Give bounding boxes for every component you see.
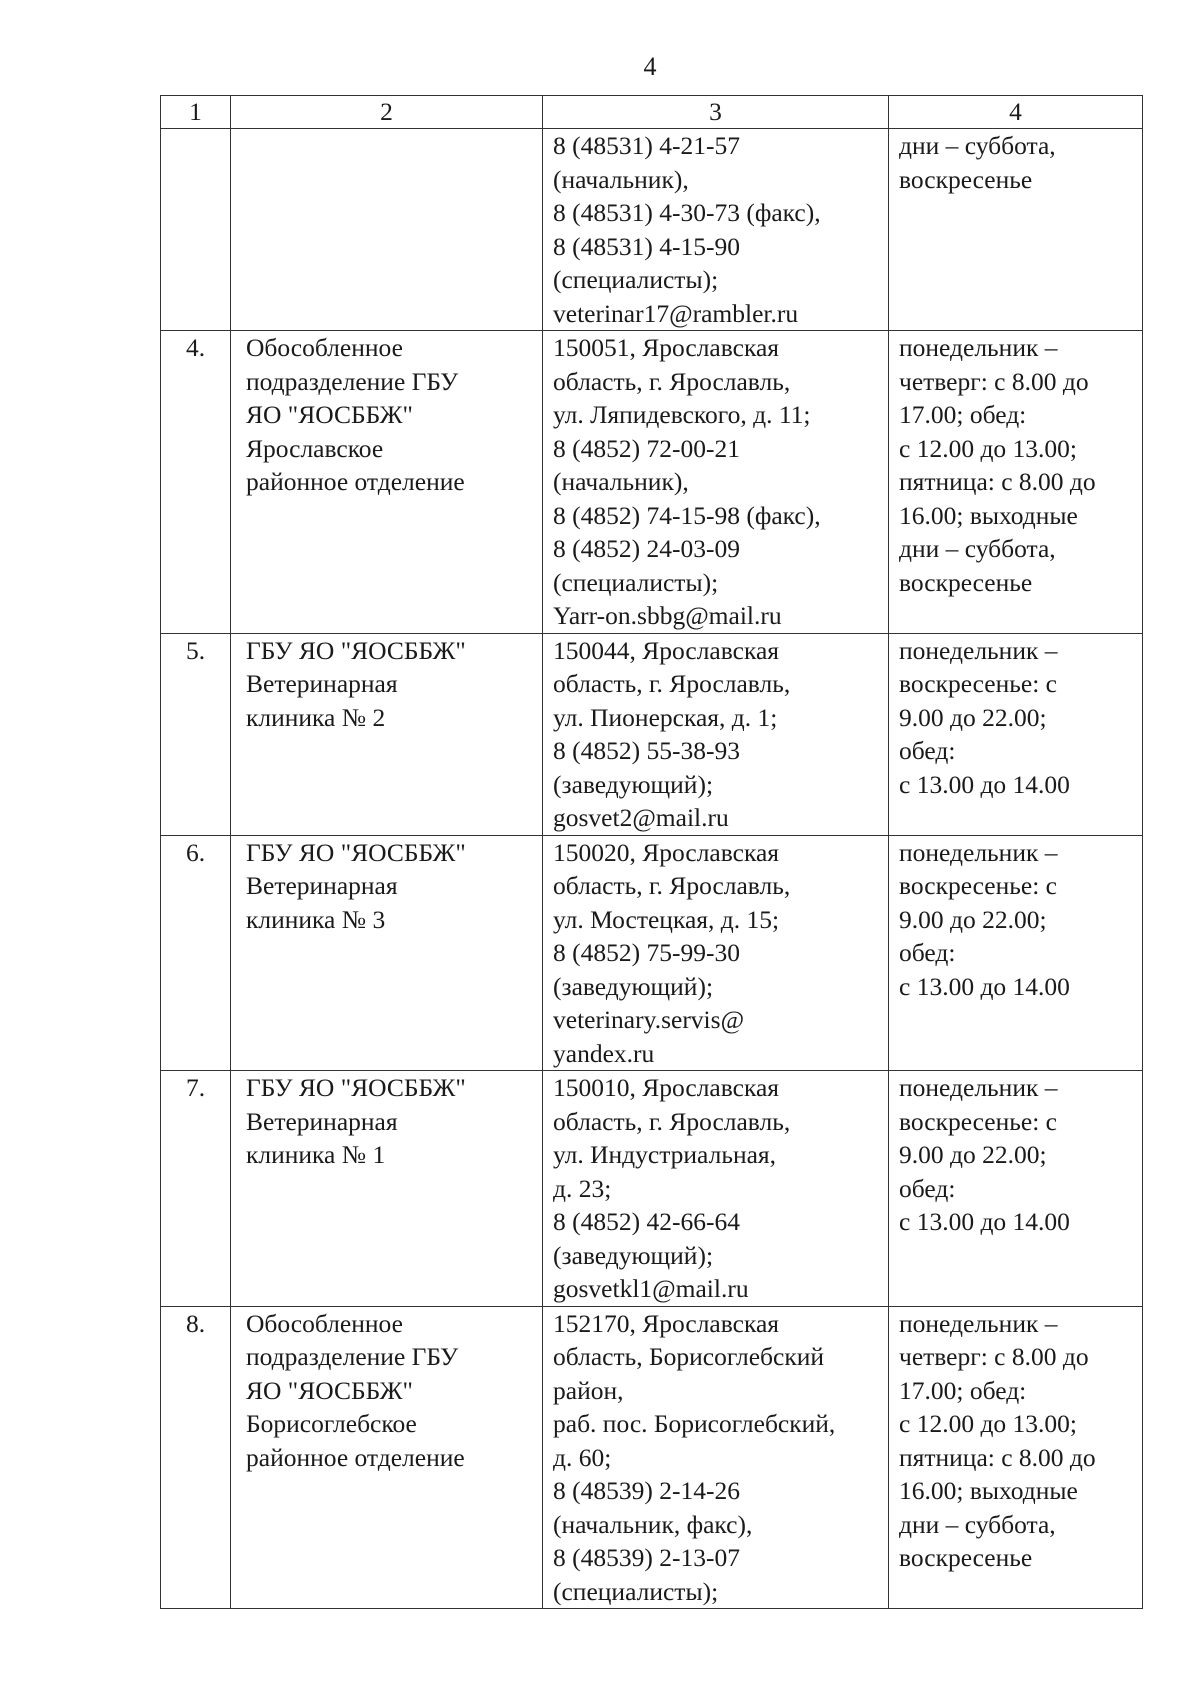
organization-cell-line: Борисоглебское [246,1409,417,1438]
address-contacts-cell-line: (начальник), [553,467,689,496]
address-contacts-cell-line: 150010, Ярославская [553,1073,780,1102]
address-contacts-cell-line: (заведующий); [553,1240,714,1270]
address-contacts-cell-line: (начальник, факс), [553,1509,753,1539]
working-hours-cell-line: понедельник – [899,635,1058,665]
organization-cell-line: ГБУ ЯО "ЯОСББЖ" [246,837,466,867]
address-contacts-cell-line: (специалисты); [553,1576,719,1606]
organization-cell-line: ЯО "ЯОСББЖ" [246,400,413,429]
address-contacts-cell-line: 8 (48531) 4-30-73 (факс), [553,198,821,227]
working-hours-cell-line: воскресенье [899,164,1033,194]
address-contacts-cell-line: ул. Индустриальная, [553,1140,777,1169]
working-hours-cell-line: обед: [899,1173,956,1203]
address-contacts-cell-line: 8 (4852) 24-03-09 [553,534,740,563]
working-hours-cell [889,633,1143,835]
working-hours-cell-line: с 12.00 до 13.00; [899,433,1078,463]
row-number-cell: 5. [161,633,231,835]
address-contacts-cell-line: раб. пос. Борисоглебский, [553,1409,836,1438]
address-contacts-cell-line: veterinary.servis@ [553,1005,745,1034]
working-hours-cell-line: пятница: с 8.00 до [899,467,1096,496]
row-number-cell: 4. [161,331,231,634]
organization-cell [231,1071,543,1307]
working-hours-cell-line: воскресенье [899,1543,1033,1572]
organization-cell [231,835,543,1071]
address-contacts-cell-line: д. 23; [553,1173,612,1203]
organization-cell [231,129,543,331]
organization-cell-line: Обособленное [246,1308,403,1338]
working-hours-cell-line: 9.00 до 22.00; [899,1140,1047,1169]
working-hours-cell-line: с 13.00 до 14.00 [899,971,1070,1001]
address-contacts-cell-line: 150044, Ярославская [553,635,780,665]
address-contacts-cell-line: gosvet2@mail.ru [553,803,729,832]
address-contacts-cell [543,835,889,1071]
working-hours-cell [889,129,1143,331]
address-contacts-cell-line: 8 (48531) 4-15-90 [553,231,740,261]
address-contacts-cell-line: 8 (48539) 2-14-26 [553,1476,740,1505]
working-hours-cell-line: дни – суббота, [899,534,1056,563]
address-contacts-cell-line: район, [553,1375,624,1405]
working-hours-cell-line: четверг: с 8.00 до [899,1342,1089,1371]
working-hours-cell [889,331,1143,634]
organization-cell-line: ГБУ ЯО "ЯОСББЖ" [246,1073,466,1102]
working-hours-cell-line: 16.00; выходные [899,1476,1078,1505]
address-contacts-cell-line: область, г. Ярославль, [553,366,791,396]
working-hours-cell-line: 9.00 до 22.00; [899,904,1047,934]
organization-cell-line: районное отделение [246,1442,465,1472]
address-contacts-cell-line: 8 (48539) 2-13-07 [553,1543,740,1572]
address-contacts-cell-line: (начальник), [553,164,689,194]
organization-cell-line: Ветеринарная [246,669,398,698]
column-header-2: 2 [231,96,543,129]
working-hours-cell-line: воскресенье: с [899,1106,1057,1136]
address-contacts-cell [543,633,889,835]
working-hours-cell [889,1306,1143,1609]
address-contacts-cell-line: yandex.ru [553,1038,655,1068]
address-contacts-cell-line: ул. Мостецкая, д. 15; [553,904,780,934]
row-number-cell: 7. [161,1071,231,1307]
column-header-4: 4 [889,96,1143,129]
working-hours-cell-line: воскресенье: с [899,871,1057,900]
address-contacts-cell-line: 8 (4852) 55-38-93 [553,736,740,765]
address-contacts-cell [543,1306,889,1609]
working-hours-cell-line: понедельник – [899,837,1058,867]
organization-cell [231,331,543,634]
row-number-cell [161,129,231,331]
address-contacts-cell-line: 8 (4852) 72-00-21 [553,433,740,463]
working-hours-cell-line: понедельник – [899,1308,1058,1338]
column-header-1: 1 [161,96,231,129]
institutions-table [160,95,1143,1609]
working-hours-cell-line: 9.00 до 22.00; [899,702,1047,732]
address-contacts-cell-line: 8 (4852) 74-15-98 (факс), [553,500,821,530]
organization-cell-line: ЯО "ЯОСББЖ" [246,1375,413,1405]
address-contacts-cell-line: (заведующий); [553,971,714,1001]
working-hours-cell-line: понедельник – [899,333,1058,362]
address-contacts-cell-line: (специалисты); [553,567,719,597]
working-hours-cell-line: обед: [899,736,956,765]
address-contacts-cell-line: 152170, Ярославская [553,1308,780,1338]
working-hours-cell-line: 17.00; обед: [899,400,1027,429]
table-row [161,835,1143,1071]
address-contacts-cell-line: ул. Ляпидевского, д. 11; [553,400,811,429]
organization-cell [231,633,543,835]
organization-cell-line: Ветеринарная [246,871,398,900]
organization-cell [231,1306,543,1609]
organization-cell-line: подразделение ГБУ [246,1342,459,1371]
organization-cell-line: Ветеринарная [246,1106,398,1136]
address-contacts-cell-line: Yarr-on.sbbg@mail.ru [553,601,782,630]
working-hours-cell-line: 16.00; выходные [899,500,1078,530]
working-hours-cell-line: понедельник – [899,1073,1058,1102]
organization-cell-line: Ярославское [246,433,384,463]
row-number-cell: 6. [161,835,231,1071]
address-contacts-cell-line: д. 60; [553,1442,612,1472]
address-contacts-cell-line: 150020, Ярославская [553,837,780,867]
address-contacts-cell-line: 8 (48531) 4-21-57 [553,131,740,160]
column-header-3: 3 [543,96,889,129]
address-contacts-cell [543,331,889,634]
organization-cell-line: подразделение ГБУ [246,366,459,396]
address-contacts-cell-line: 8 (4852) 42-66-64 [553,1207,740,1236]
working-hours-cell-line: с 12.00 до 13.00; [899,1409,1078,1438]
working-hours-cell-line: четверг: с 8.00 до [899,366,1089,396]
address-contacts-cell-line: veterinar17@rambler.ru [553,298,799,328]
table-body [161,129,1143,1609]
working-hours-cell-line: с 13.00 до 14.00 [899,769,1070,799]
address-contacts-cell [543,129,889,331]
address-contacts-cell-line: область, г. Ярославль, [553,871,791,900]
working-hours-cell-line: дни – суббота, [899,1509,1056,1539]
table-row [161,633,1143,835]
working-hours-cell-line: 17.00; обед: [899,1375,1027,1405]
working-hours-cell-line: с 13.00 до 14.00 [899,1207,1070,1236]
table-row [161,1306,1143,1609]
organization-cell-line: Обособленное [246,333,403,362]
table-row [161,129,1143,331]
organization-cell-line: районное отделение [246,467,465,496]
address-contacts-cell-line: 8 (4852) 75-99-30 [553,938,740,967]
row-number-cell: 8. [161,1306,231,1609]
address-contacts-cell [543,1071,889,1307]
table-row [161,331,1143,634]
address-contacts-cell-line: gosvetkl1@mail.ru [553,1274,749,1303]
address-contacts-cell-line: область, Борисоглебский [553,1342,825,1371]
organization-cell-line: клиника № 3 [246,904,386,934]
working-hours-cell-line: воскресенье [899,567,1033,597]
table-header-row [161,96,1143,129]
address-contacts-cell-line: (специалисты); [553,265,719,294]
organization-cell-line: клиника № 2 [246,702,386,732]
working-hours-cell-line: пятница: с 8.00 до [899,1442,1096,1472]
address-contacts-cell-line: (заведующий); [553,769,714,799]
address-contacts-cell-line: область, г. Ярославль, [553,1106,791,1136]
organization-cell-line: клиника № 1 [246,1140,386,1169]
working-hours-cell-line: воскресенье: с [899,669,1057,698]
page-number: 4 [643,52,657,81]
working-hours-cell-line: дни – суббота, [899,131,1056,160]
address-contacts-cell-line: ул. Пионерская, д. 1; [553,702,778,732]
working-hours-cell-line: обед: [899,938,956,967]
working-hours-cell [889,1071,1143,1307]
address-contacts-cell-line: 150051, Ярославская [553,333,780,362]
working-hours-cell [889,835,1143,1071]
organization-cell-line: ГБУ ЯО "ЯОСББЖ" [246,635,466,665]
address-contacts-cell-line: область, г. Ярославль, [553,669,791,698]
table-row [161,1071,1143,1307]
